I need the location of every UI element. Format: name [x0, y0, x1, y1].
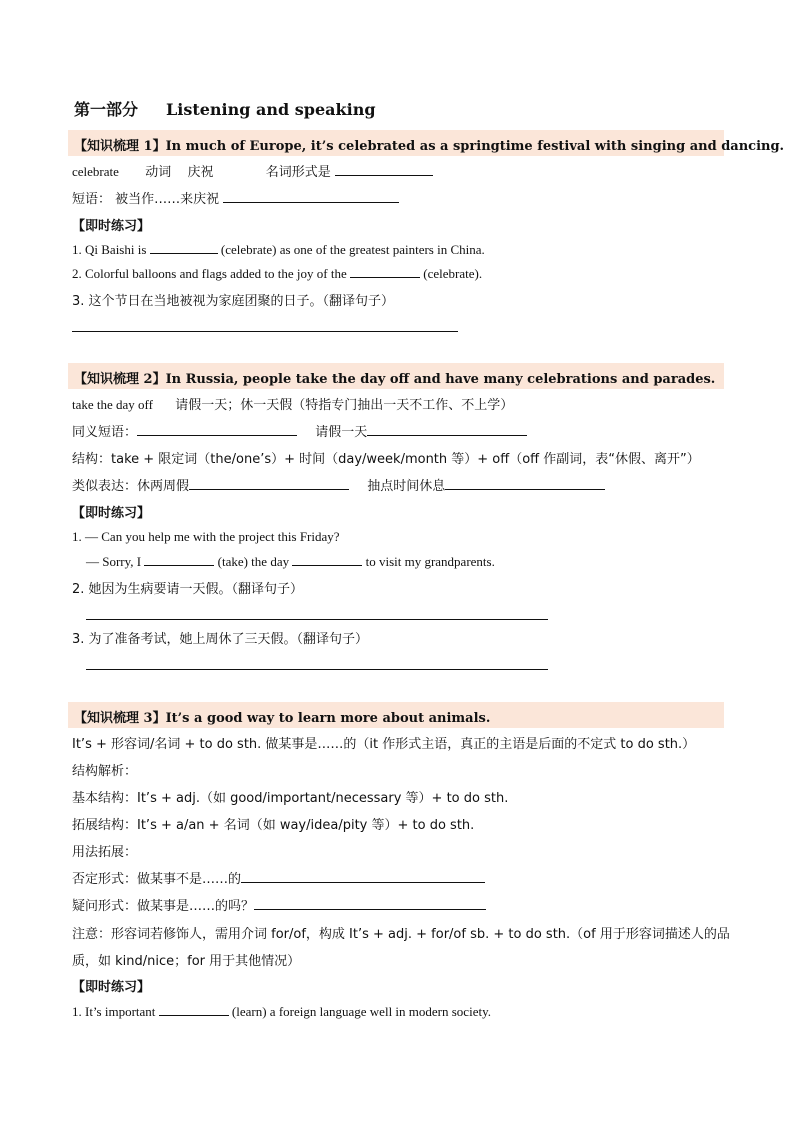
s2-synonym-line	[72, 421, 527, 440]
s1-question-3: 3. 这个节日在当地被视为家庭团聚的日子。（翻译句子）	[72, 294, 395, 309]
s2-q1-text-b: — Sorry, I	[86, 554, 145, 569]
s1-q3-answer-line[interactable]	[72, 331, 458, 332]
s2-similar-label: 类似表达：休两周假	[72, 479, 190, 494]
s2-q1-blank-1[interactable]	[144, 553, 214, 566]
s1-meaning: 庆祝	[187, 165, 214, 180]
s3-q1-blank[interactable]	[159, 1003, 229, 1016]
s3-extended-structure: 拓展结构：It’s + a/an + 名词（如 way/idea/pity 等）+ to do sth.	[72, 818, 475, 833]
section-2-header: 【知识梳理 2】In Russia, people take the day off and have many celebrations and parades.	[74, 372, 716, 387]
s2-synonym-blank[interactable]	[137, 423, 297, 436]
s2-break-blank[interactable]	[445, 477, 605, 490]
s1-phrase-blank[interactable]	[223, 190, 399, 203]
s2-q3-answer-line[interactable]	[86, 669, 548, 670]
s2-phrase-cn: 请假一天；休一天假（特指专门抽出一天不工作、不上学）	[175, 398, 514, 413]
s3-negative-label: 否定形式：做某事不是……的	[72, 872, 242, 887]
s3-usage-label: 用法拓展：	[72, 845, 138, 860]
s1-q1-text-a: 1. Qi Baishi is	[72, 242, 150, 257]
s3-question-line	[72, 895, 486, 914]
s3-question-1	[72, 1003, 491, 1020]
s1-q1-blank[interactable]	[150, 241, 218, 254]
s1-q2-blank[interactable]	[350, 265, 420, 278]
part-subtitle: Listening and speaking	[166, 100, 376, 119]
s3-basic-structure: 基本结构：It’s + adj.（如 good/important/necessary 等）+ to do sth.	[72, 791, 509, 806]
section-1-header: 【知识梳理 1】In much of Europe, it’s celebrated as a springtime festival with singing and dancing.	[74, 139, 785, 154]
s2-question-1a: 1. — Can you help me with the project this Friday?	[72, 529, 340, 544]
s3-analysis-label: 结构解析：	[72, 764, 138, 779]
s1-q2-text-a: 2. Colorful balloons and flags added to the joy of the	[72, 266, 351, 281]
s1-practice-label: 【即时练习】	[72, 219, 151, 234]
s2-question-3: 3. 为了准备考试，她上周休了三天假。（翻译句子）	[72, 632, 369, 647]
s3-note-line-1: 注意：形容词若修饰人，需用介词 for/of，构成 It’s + adj. + for/of sb. + to do sth.（of 用于形容词描述人的品	[72, 927, 730, 942]
s1-q1-text-b: (celebrate) as one of the greatest painters in China.	[217, 242, 485, 257]
s3-question-label: 疑问形式：做某事是……的吗？	[72, 899, 255, 914]
s3-practice-label: 【即时练习】	[72, 980, 151, 995]
s2-phrase-en: take the day off	[72, 397, 153, 412]
s1-question-1	[72, 241, 485, 258]
s2-q1-blank-2[interactable]	[292, 553, 362, 566]
s2-q1-text-c: (take) the day	[214, 554, 293, 569]
s2-similar-blank[interactable]	[189, 477, 349, 490]
s1-word: celebrate	[72, 164, 119, 179]
s2-phrase-line	[72, 394, 513, 413]
s2-q2-answer-line[interactable]	[86, 619, 548, 620]
s1-phrase-line	[72, 188, 399, 207]
s2-similar-line	[72, 475, 605, 494]
s3-q1-text-a: 1. It’s important	[72, 1004, 159, 1019]
s1-q2-text-b: (celebrate).	[420, 266, 483, 281]
s3-q1-text-b: (learn) a foreign language well in modern society.	[228, 1004, 491, 1019]
s1-noun-form-label: 名词形式是	[265, 165, 331, 180]
s2-leave-blank[interactable]	[367, 423, 527, 436]
part-title	[74, 97, 376, 120]
s3-question-blank[interactable]	[254, 897, 486, 910]
s2-break-label: 抽点时间休息	[367, 479, 446, 494]
s1-pos: 动词	[145, 165, 172, 180]
s2-question-1b	[72, 553, 495, 570]
s1-phrase-label: 短语： 被当作……来庆祝	[72, 192, 220, 207]
s1-question-2	[72, 265, 482, 282]
s1-word-line	[72, 161, 433, 180]
section-3-header: 【知识梳理 3】It’s a good way to learn more about animals.	[74, 711, 491, 726]
s3-negative-line	[72, 868, 485, 887]
s2-q1-text-d: to visit my grandparents.	[362, 554, 495, 569]
s2-synonym-label: 同义短语：	[72, 425, 138, 440]
part-title-cn: 第一部分	[74, 100, 139, 119]
s2-practice-label: 【即时练习】	[72, 506, 151, 521]
s2-leave-label: 请假一天	[315, 425, 368, 440]
s1-noun-form-blank[interactable]	[335, 163, 433, 176]
s3-negative-blank[interactable]	[241, 870, 485, 883]
s3-pattern: It’s + 形容词/名词 + to do sth. 做某事是……的（it 作形式主语，真正的主语是后面的不定式 to do sth.）	[72, 737, 696, 752]
s3-note-line-2: 质，如 kind/nice；for 用于其他情况）	[72, 954, 301, 969]
s2-question-2: 2. 她因为生病要请一天假。（翻译句子）	[72, 582, 304, 597]
s2-structure: 结构：take + 限定词（the/one’s）+ 时间（day/week/month 等）+ off（off 作副词，表“休假、离开”）	[72, 452, 700, 467]
